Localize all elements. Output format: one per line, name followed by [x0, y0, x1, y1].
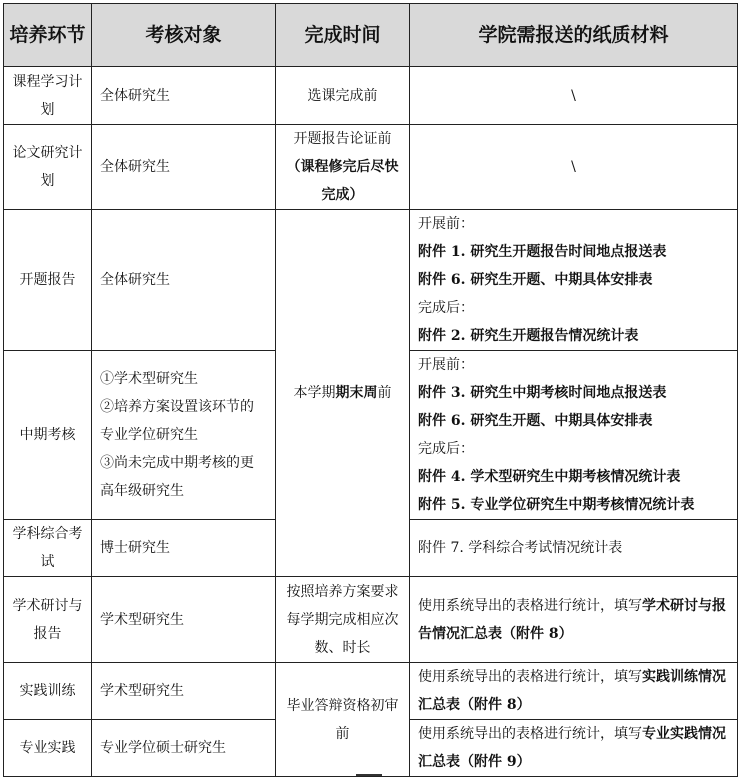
material-cell: [410, 577, 738, 663]
material-attachment: 附件 2. 研究生开题报告情况统计表: [418, 328, 639, 344]
shared-time-suffix: 前: [377, 385, 392, 401]
target-cell: 全体研究生: [92, 210, 276, 351]
material-cell: [410, 351, 738, 520]
time-cell: 选课完成前: [276, 67, 410, 125]
time-line: 开题报告论证前: [293, 131, 392, 147]
material-bold: 专业实践情况汇总表（附件 9）: [418, 726, 726, 770]
stage-cell: 学术研讨与报告: [4, 577, 92, 663]
header-material: 学院需报送的纸质材料: [410, 4, 738, 67]
stage-cell: 专业实践: [4, 720, 92, 777]
material-attachment: 附件 4. 学术型研究生中期考核情况统计表: [418, 469, 681, 485]
material-attachment: 附件 3. 研究生中期考核时间地点报送表: [418, 385, 667, 401]
training-assessment-table: [3, 3, 738, 777]
stage-cell: 课程学习计划: [4, 67, 92, 125]
target-cell: 专业学位硕士研究生: [92, 720, 276, 777]
stage-cell: 开题报告: [4, 210, 92, 351]
table-row: [4, 67, 738, 125]
table-row: [4, 210, 738, 351]
material-cell: \: [410, 125, 738, 210]
shared-time-prefix: 本学期: [293, 385, 336, 401]
target-item: ①学术型研究生: [100, 371, 198, 387]
material-cell: \: [410, 67, 738, 125]
material-after: 完成后：: [418, 441, 474, 457]
material-attachment: 附件 5. 专业学位研究生中期考核情况统计表: [418, 497, 695, 513]
shared-time-cell: [276, 210, 410, 577]
material-text: 使用系统导出的表格进行统计，填写: [418, 597, 642, 614]
table-row: [4, 577, 738, 663]
target-cell: 学术型研究生: [92, 577, 276, 663]
material-before: 开展前：: [418, 357, 474, 373]
stage-cell: 学科综合考试: [4, 520, 92, 577]
material-text: 使用系统导出的表格进行统计，填写: [418, 726, 642, 742]
shared-time-cell: 毕业答辩资格初审前: [276, 663, 410, 777]
page-mark: [356, 774, 382, 776]
material-cell: [410, 663, 738, 720]
table-row: [4, 663, 738, 720]
time-note: （课程修完后尽快完成）: [286, 159, 399, 203]
target-cell: 学术型研究生: [92, 663, 276, 720]
material-attachment: 附件 6. 研究生开题、中期具体安排表: [418, 413, 653, 429]
header-target: 考核对象: [92, 4, 276, 67]
target-cell: 全体研究生: [92, 125, 276, 210]
material-text: 使用系统导出的表格进行统计，填写: [418, 669, 642, 685]
material-cell: [410, 720, 738, 777]
material-after: 完成后：: [418, 300, 474, 316]
time-cell: [276, 125, 410, 210]
shared-time-bold: 期末周: [335, 385, 378, 401]
table-header-row: [4, 4, 738, 67]
target-item: ③尚未完成中期考核的更高年级研究生: [100, 455, 254, 499]
material-bold: 学术研讨与报告情况汇总表（附件 8）: [418, 597, 726, 642]
material-bold: 实践训练情况汇总表（附件 8）: [418, 669, 726, 713]
material-cell: 附件 7. 学科综合考试情况统计表: [410, 520, 738, 577]
material-attachment: 附件 1. 研究生开题报告时间地点报送表: [418, 244, 667, 260]
stage-cell: 论文研究计划: [4, 125, 92, 210]
target-cell: 博士研究生: [92, 520, 276, 577]
target-cell: [92, 351, 276, 520]
table-row: [4, 125, 738, 210]
target-item: ②培养方案设置该环节的专业学位研究生: [100, 399, 254, 443]
target-cell: 全体研究生: [92, 67, 276, 125]
header-stage: 培养环节: [4, 4, 92, 67]
stage-cell: 中期考核: [4, 351, 92, 520]
material-before: 开展前：: [418, 216, 474, 232]
stage-cell: 实践训练: [4, 663, 92, 720]
material-cell: [410, 210, 738, 351]
header-time: 完成时间: [276, 4, 410, 67]
material-attachment: 附件 6. 研究生开题、中期具体安排表: [418, 272, 653, 288]
time-cell: 按照培养方案要求每学期完成相应次数、时长: [276, 577, 410, 663]
